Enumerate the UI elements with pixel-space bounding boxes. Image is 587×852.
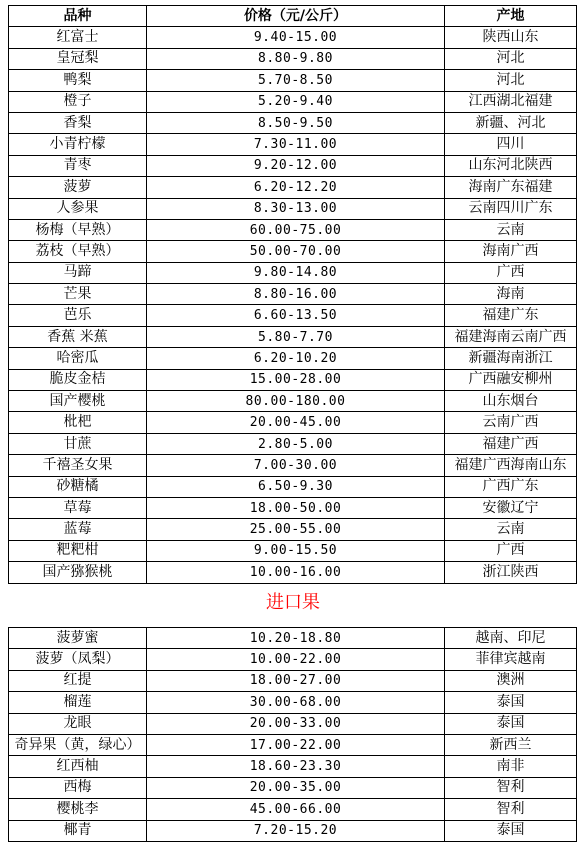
origin-cell: 陕西山东 — [445, 27, 577, 48]
header-variety: 品种 — [9, 6, 147, 27]
variety-cell: 砂糖橘 — [9, 476, 147, 497]
variety-cell: 粑粑柑 — [9, 540, 147, 561]
origin-cell: 四川 — [445, 134, 577, 155]
table-row — [9, 198, 577, 219]
origin-cell: 福建海南云南广西 — [445, 326, 577, 347]
price-cell: 15.00-28.00 — [147, 369, 445, 390]
variety-cell: 榴莲 — [9, 692, 147, 713]
origin-cell: 云南四川广东 — [445, 198, 577, 219]
origin-cell: 山东烟台 — [445, 391, 577, 412]
origin-cell: 新疆海南浙江 — [445, 348, 577, 369]
price-cell: 18.60-23.30 — [147, 756, 445, 777]
table-row — [9, 799, 577, 820]
price-cell: 80.00-180.00 — [147, 391, 445, 412]
variety-cell: 哈密瓜 — [9, 348, 147, 369]
table-row — [9, 112, 577, 133]
origin-cell: 安徽辽宁 — [445, 497, 577, 518]
table-row — [9, 412, 577, 433]
table-row — [9, 91, 577, 112]
origin-cell: 浙江陕西 — [445, 562, 577, 583]
price-cell: 7.20-15.20 — [147, 820, 445, 841]
table-row — [9, 369, 577, 390]
price-cell: 17.00-22.00 — [147, 734, 445, 755]
table-row — [9, 628, 577, 649]
origin-cell: 江西湖北福建 — [445, 91, 577, 112]
table-row — [9, 455, 577, 476]
table-row — [9, 305, 577, 326]
variety-cell: 枇杷 — [9, 412, 147, 433]
origin-cell: 澳洲 — [445, 670, 577, 691]
variety-cell: 马蹄 — [9, 262, 147, 283]
price-cell: 8.30-13.00 — [147, 198, 445, 219]
table-row — [9, 777, 577, 798]
variety-cell: 香梨 — [9, 112, 147, 133]
variety-cell: 红富士 — [9, 27, 147, 48]
variety-cell: 千禧圣女果 — [9, 455, 147, 476]
price-cell: 9.00-15.50 — [147, 540, 445, 561]
price-cell: 20.00-33.00 — [147, 713, 445, 734]
origin-cell: 海南广东福建 — [445, 177, 577, 198]
table-row — [9, 649, 577, 670]
variety-cell: 青枣 — [9, 155, 147, 176]
origin-cell: 云南 — [445, 519, 577, 540]
origin-cell: 河北 — [445, 70, 577, 91]
origin-cell: 广西 — [445, 540, 577, 561]
origin-cell: 新西兰 — [445, 734, 577, 755]
table-row — [9, 177, 577, 198]
table-row — [9, 70, 577, 91]
price-cell: 5.20-9.40 — [147, 91, 445, 112]
variety-cell: 奇异果（黄，绿心） — [9, 734, 147, 755]
variety-cell: 甘蔗 — [9, 433, 147, 454]
imported-fruit-table — [8, 627, 577, 842]
price-cell: 8.80-16.00 — [147, 284, 445, 305]
table-row — [9, 820, 577, 841]
origin-cell: 泰国 — [445, 713, 577, 734]
price-cell: 20.00-35.00 — [147, 777, 445, 798]
variety-cell: 樱桃李 — [9, 799, 147, 820]
table-row — [9, 326, 577, 347]
price-cell: 9.20-12.00 — [147, 155, 445, 176]
origin-cell: 云南 — [445, 219, 577, 240]
table-row — [9, 134, 577, 155]
variety-cell: 橙子 — [9, 91, 147, 112]
variety-cell: 红西柚 — [9, 756, 147, 777]
origin-cell: 河北 — [445, 48, 577, 69]
origin-cell: 越南、印尼 — [445, 628, 577, 649]
imported-section-title: 进口果 — [266, 592, 320, 613]
variety-cell: 蓝莓 — [9, 519, 147, 540]
domestic-fruit-table — [8, 5, 577, 584]
price-cell: 5.80-7.70 — [147, 326, 445, 347]
price-cell: 10.20-18.80 — [147, 628, 445, 649]
table-row — [9, 433, 577, 454]
variety-cell: 芭乐 — [9, 305, 147, 326]
table-row — [9, 348, 577, 369]
price-cell: 10.00-22.00 — [147, 649, 445, 670]
variety-cell: 红提 — [9, 670, 147, 691]
price-cell: 5.70-8.50 — [147, 70, 445, 91]
table-row — [9, 756, 577, 777]
imported-table-body — [9, 628, 577, 842]
origin-cell: 智利 — [445, 799, 577, 820]
origin-cell: 海南 — [445, 284, 577, 305]
variety-cell: 小青柠檬 — [9, 134, 147, 155]
price-cell: 6.50-9.30 — [147, 476, 445, 497]
price-cell: 60.00-75.00 — [147, 219, 445, 240]
price-cell: 8.80-9.80 — [147, 48, 445, 69]
table-row — [9, 155, 577, 176]
variety-cell: 鸭梨 — [9, 70, 147, 91]
variety-cell: 荔枝（早熟） — [9, 241, 147, 262]
price-cell: 25.00-55.00 — [147, 519, 445, 540]
price-cell: 30.00-68.00 — [147, 692, 445, 713]
table-row — [9, 284, 577, 305]
table-row — [9, 734, 577, 755]
table-row — [9, 519, 577, 540]
variety-cell: 人参果 — [9, 198, 147, 219]
origin-cell: 广西 — [445, 262, 577, 283]
origin-cell: 山东河北陕西 — [445, 155, 577, 176]
price-cell: 7.30-11.00 — [147, 134, 445, 155]
table-header-row — [9, 6, 577, 27]
variety-cell: 菠萝（凤梨） — [9, 649, 147, 670]
table-row — [9, 476, 577, 497]
header-origin: 产地 — [445, 6, 577, 27]
table-row — [9, 540, 577, 561]
price-cell: 50.00-70.00 — [147, 241, 445, 262]
price-cell: 8.50-9.50 — [147, 112, 445, 133]
domestic-table-body — [9, 27, 577, 583]
table-row — [9, 262, 577, 283]
variety-cell: 芒果 — [9, 284, 147, 305]
variety-cell: 草莓 — [9, 497, 147, 518]
price-cell: 7.00-30.00 — [147, 455, 445, 476]
origin-cell: 广西广东 — [445, 476, 577, 497]
table-row — [9, 219, 577, 240]
origin-cell: 海南广西 — [445, 241, 577, 262]
price-cell: 6.60-13.50 — [147, 305, 445, 326]
variety-cell: 脆皮金桔 — [9, 369, 147, 390]
table-row — [9, 670, 577, 691]
origin-cell: 智利 — [445, 777, 577, 798]
variety-cell: 香蕉 米蕉 — [9, 326, 147, 347]
price-cell: 10.00-16.00 — [147, 562, 445, 583]
table-row — [9, 497, 577, 518]
table-row — [9, 562, 577, 583]
price-cell: 9.80-14.80 — [147, 262, 445, 283]
variety-cell: 菠萝 — [9, 177, 147, 198]
table-row — [9, 241, 577, 262]
price-cell: 18.00-27.00 — [147, 670, 445, 691]
origin-cell: 南非 — [445, 756, 577, 777]
origin-cell: 云南广西 — [445, 412, 577, 433]
price-cell: 45.00-66.00 — [147, 799, 445, 820]
variety-cell: 菠萝蜜 — [9, 628, 147, 649]
variety-cell: 龙眼 — [9, 713, 147, 734]
variety-cell: 椰青 — [9, 820, 147, 841]
origin-cell: 新疆、河北 — [445, 112, 577, 133]
origin-cell: 泰国 — [445, 820, 577, 841]
price-cell: 9.40-15.00 — [147, 27, 445, 48]
table-row — [9, 692, 577, 713]
price-cell: 2.80-5.00 — [147, 433, 445, 454]
origin-cell: 泰国 — [445, 692, 577, 713]
variety-cell: 国产猕猴桃 — [9, 562, 147, 583]
price-cell: 6.20-10.20 — [147, 348, 445, 369]
price-cell: 18.00-50.00 — [147, 497, 445, 518]
variety-cell: 皇冠梨 — [9, 48, 147, 69]
origin-cell: 广西融安柳州 — [445, 369, 577, 390]
origin-cell: 福建广西 — [445, 433, 577, 454]
origin-cell: 福建广西海南山东 — [445, 455, 577, 476]
variety-cell: 国产樱桃 — [9, 391, 147, 412]
header-price: 价格（元/公斤） — [147, 6, 445, 27]
table-row — [9, 27, 577, 48]
variety-cell: 西梅 — [9, 777, 147, 798]
price-cell: 20.00-45.00 — [147, 412, 445, 433]
origin-cell: 菲律宾越南 — [445, 649, 577, 670]
table-row — [9, 391, 577, 412]
variety-cell: 杨梅（早熟） — [9, 219, 147, 240]
origin-cell: 福建广东 — [445, 305, 577, 326]
price-cell: 6.20-12.20 — [147, 177, 445, 198]
table-row — [9, 48, 577, 69]
table-row — [9, 713, 577, 734]
